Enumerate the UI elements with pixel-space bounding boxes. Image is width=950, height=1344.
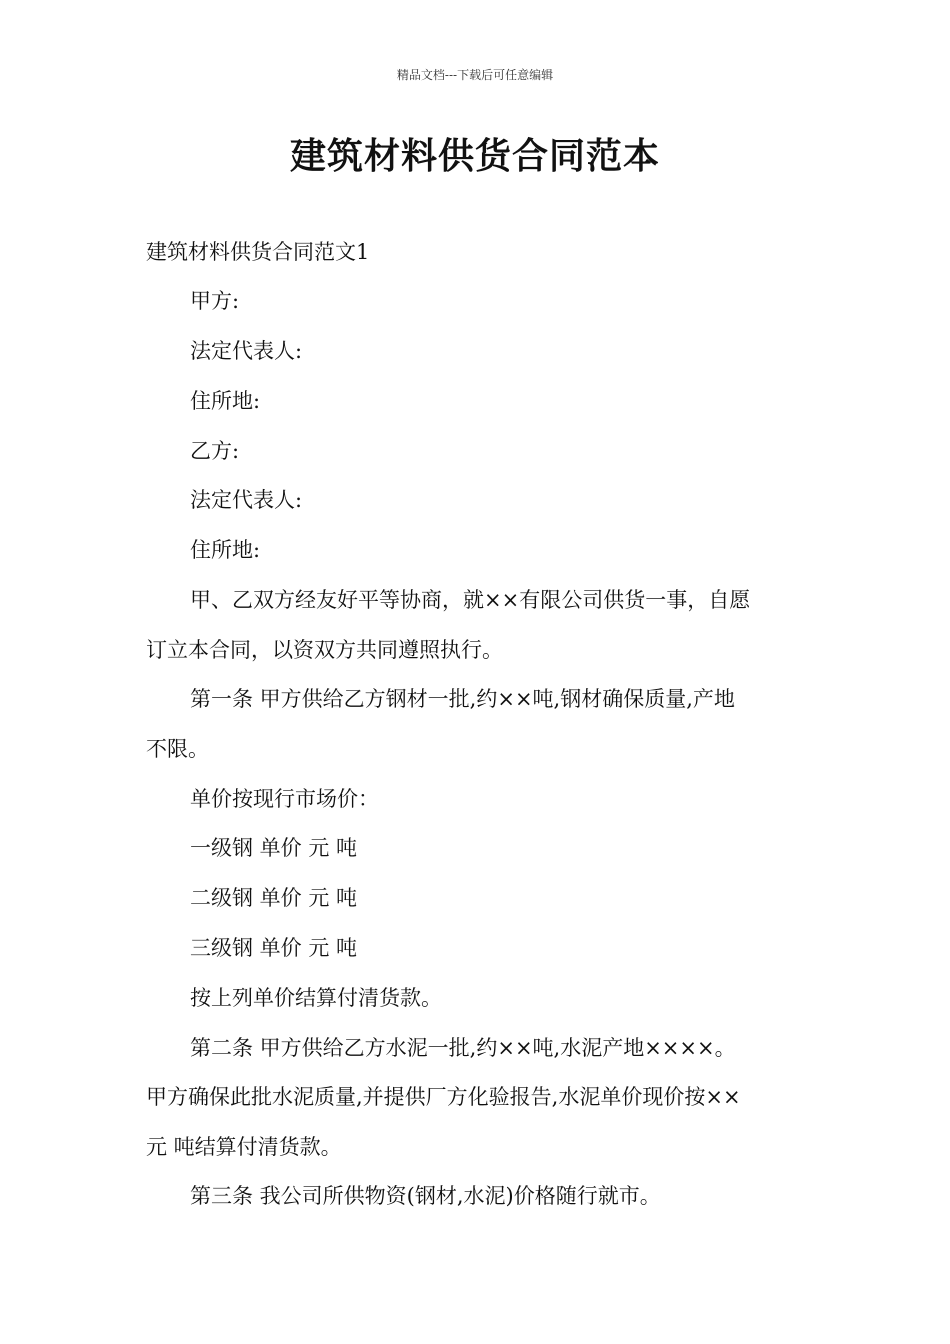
document-title: 建筑材料供货合同范本	[289, 136, 660, 177]
steel-grade-2-price: 二级钢 单价 元 吨	[190, 886, 358, 910]
article-3-line-1: 第三条 我公司所供物资(钢材,水泥)价格随行就市。	[190, 1184, 661, 1208]
article-2-line-1: 第二条 甲方供给乙方水泥一批,约××吨,水泥产地××××。	[190, 1036, 736, 1060]
settlement-note: 按上列单价结算付清货款。	[190, 986, 442, 1010]
header-note: 精品文档---下载后可任意编辑	[396, 68, 554, 82]
party-b-address: 住所地:	[190, 538, 261, 562]
section-heading: 建筑材料供货合同范文1	[146, 240, 370, 264]
party-b-label: 乙方:	[190, 439, 240, 463]
preamble-line-2: 订立本合同，以资双方共同遵照执行。	[146, 638, 503, 662]
article-2-line-2: 甲方确保此批水泥质量,并提供厂方化验报告,水泥单价现价按××	[146, 1085, 741, 1109]
party-a-address: 住所地:	[190, 389, 261, 413]
preamble-line-1: 甲、乙双方经友好平等协商，就××有限公司供货一事，自愿	[190, 588, 751, 612]
party-a-label: 甲方:	[190, 289, 240, 313]
steel-grade-3-price: 三级钢 单价 元 吨	[190, 936, 358, 960]
article-1-line-1: 第一条 甲方供给乙方钢材一批,约××吨,钢材确保质量,产地	[190, 687, 735, 711]
party-b-legal-rep: 法定代表人:	[190, 488, 303, 512]
price-basis: 单价按现行市场价：	[190, 787, 379, 811]
steel-grade-1-price: 一级钢 单价 元 吨	[190, 836, 358, 860]
article-1-line-2: 不限。	[146, 737, 209, 761]
party-a-legal-rep: 法定代表人:	[190, 339, 303, 363]
article-2-line-3: 元 吨结算付清货款。	[146, 1135, 342, 1159]
